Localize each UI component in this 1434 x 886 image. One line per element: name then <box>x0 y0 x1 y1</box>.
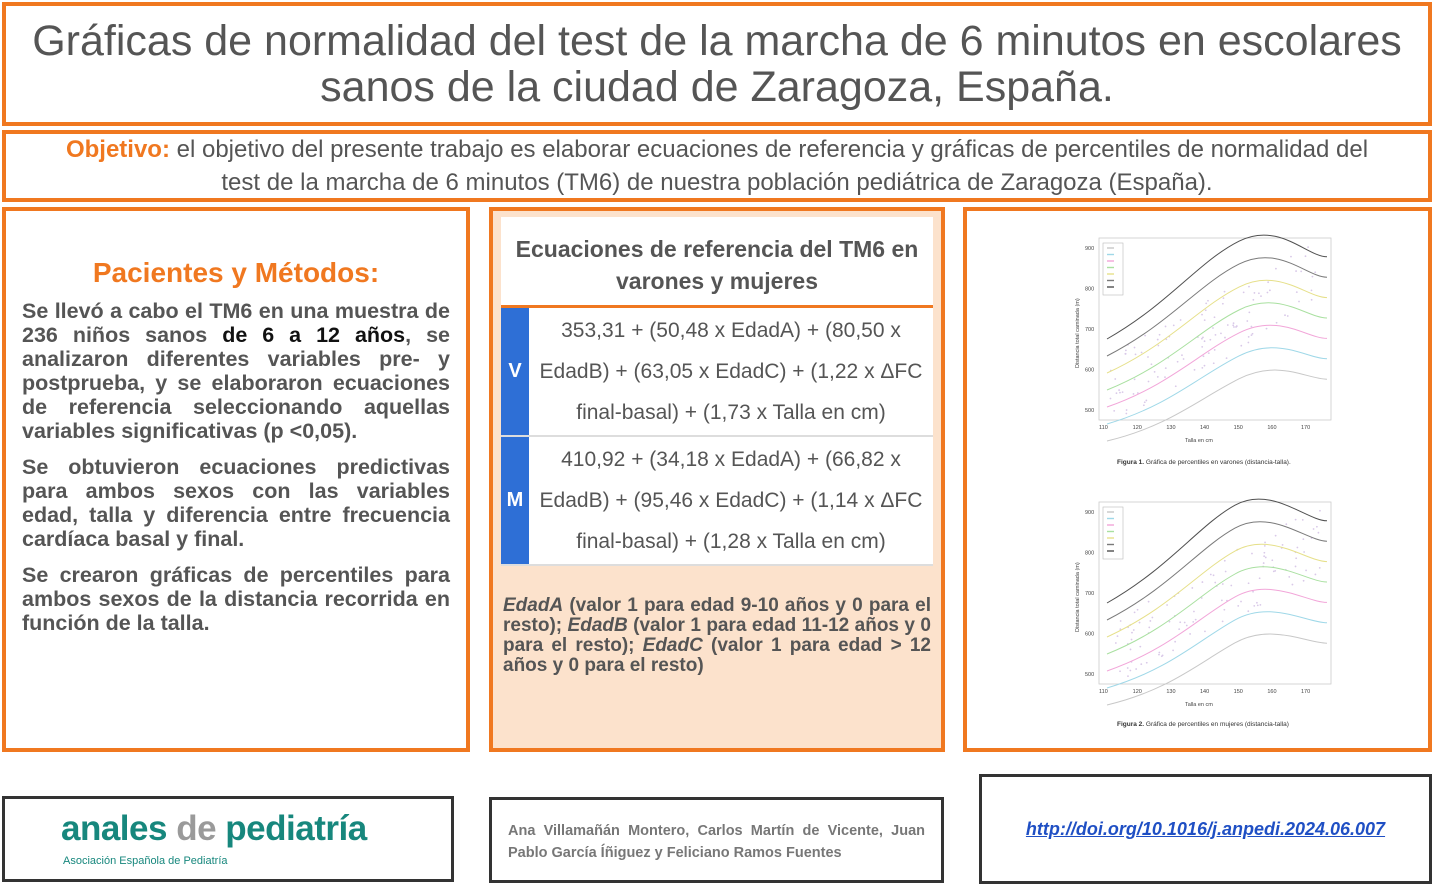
data-point <box>1282 544 1284 546</box>
data-point <box>1224 337 1226 339</box>
x-tick-label: 160 <box>1267 689 1277 695</box>
data-point <box>1233 326 1235 328</box>
data-point <box>1175 385 1177 387</box>
data-point <box>1154 371 1156 373</box>
data-point <box>1271 559 1273 561</box>
equations-title: Ecuaciones de referencia del TM6 en varones y mujeres <box>501 217 933 308</box>
data-point <box>1275 268 1277 270</box>
data-point <box>1148 601 1150 603</box>
data-point <box>1157 345 1159 347</box>
data-point <box>1174 641 1176 643</box>
data-point <box>1230 585 1232 587</box>
data-point <box>1248 286 1250 288</box>
data-point <box>1204 340 1206 342</box>
data-point <box>1319 510 1321 512</box>
equation-text: 353,31 + (50,48 x EdadA) + (80,50 x EdadB) + (63,05 x EdadC) + (1,22 x ΔFC final-basal) + (1,73 x Talla en cm) <box>539 319 923 424</box>
equation-row-varones <box>501 308 933 437</box>
x-tick-label: 170 <box>1301 425 1311 431</box>
data-point <box>1209 339 1211 341</box>
data-point <box>1214 582 1216 584</box>
data-point <box>1232 324 1234 326</box>
x-tick-label: 140 <box>1200 425 1210 431</box>
data-point <box>1313 528 1315 530</box>
y-tick-label: 600 <box>1085 631 1095 638</box>
data-point <box>1212 327 1214 329</box>
data-point <box>1135 668 1137 670</box>
data-point <box>1300 270 1302 272</box>
data-point <box>1189 633 1191 635</box>
data-point <box>1295 270 1297 272</box>
data-point <box>1135 353 1137 355</box>
caption-label: Figura 2. <box>1117 721 1145 728</box>
data-point <box>1248 311 1250 313</box>
data-point <box>1257 604 1259 606</box>
data-point <box>1129 670 1131 672</box>
data-point <box>1179 621 1181 623</box>
data-point <box>1302 519 1304 521</box>
data-point <box>1139 646 1141 648</box>
data-point <box>1319 567 1321 569</box>
data-point <box>1287 315 1289 317</box>
data-point <box>1119 670 1121 672</box>
data-point <box>1192 621 1194 623</box>
data-point <box>1110 398 1112 400</box>
x-tick-label: 160 <box>1267 425 1277 431</box>
y-tick-label: 900 <box>1085 246 1095 252</box>
data-point <box>1295 557 1297 559</box>
data-point <box>1143 404 1145 406</box>
data-point <box>1247 342 1249 344</box>
data-point <box>1180 319 1182 321</box>
journal-subtitle: Asociación Española de Pediatría <box>63 855 228 867</box>
data-point <box>1134 347 1136 349</box>
data-point <box>1303 551 1305 553</box>
data-point <box>1224 560 1226 562</box>
data-point <box>1137 609 1139 611</box>
objective-text <box>6 133 1428 199</box>
authors-panel <box>489 797 944 883</box>
methods-p1-start: Se llevó a cabo el TM6 en una muestra de 236 niños sanos <box>22 299 450 347</box>
data-point <box>1127 667 1129 669</box>
data-point <box>1205 309 1207 311</box>
data-point <box>1130 649 1132 651</box>
percentile-chart-mujeres <box>1067 497 1337 712</box>
note-text-b: (valor 1 para edad 11-12 años y 0 para el resto); <box>503 615 931 656</box>
data-point <box>1159 334 1161 336</box>
y-tick-label: 500 <box>1085 408 1095 414</box>
x-axis-label: Talla en cm <box>1185 702 1213 708</box>
data-point <box>1222 621 1224 623</box>
data-point <box>1260 295 1262 297</box>
note-text-a: (valor 1 para edad 9-10 años y 0 para el resto); <box>503 595 931 636</box>
data-point <box>1254 292 1256 294</box>
y-tick-label: 900 <box>1085 510 1095 516</box>
data-point <box>1177 361 1179 363</box>
data-point <box>1307 246 1309 248</box>
data-point <box>1201 581 1203 583</box>
data-point <box>1181 354 1183 356</box>
data-point <box>1264 542 1266 544</box>
data-point <box>1158 652 1160 654</box>
data-point <box>1225 571 1227 573</box>
note-text-c: (valor 1 para edad > 12 años y 0 para el resto) <box>503 635 931 676</box>
data-point <box>1116 392 1118 394</box>
data-point <box>1131 639 1133 641</box>
data-point <box>1285 523 1287 525</box>
data-point <box>1243 291 1245 293</box>
data-point <box>1240 345 1242 347</box>
methods-heading: Pacientes y Métodos: <box>92 257 380 288</box>
data-point <box>1126 409 1128 411</box>
data-point <box>1213 574 1215 576</box>
data-point <box>1194 369 1196 371</box>
poster-title: Gráficas de normalidad del test de la marcha de 6 minutos en escolares sanos de la ciudad de Zaragoza, España. <box>32 17 1402 111</box>
data-point <box>1214 316 1216 318</box>
y-tick-label: 800 <box>1085 286 1095 293</box>
data-point <box>1256 602 1258 604</box>
data-point <box>1237 605 1239 607</box>
caption-text: Gráfica de percentiles en mujeres (distancia-talla) <box>1144 721 1289 728</box>
data-point <box>1227 324 1229 326</box>
data-point <box>1263 552 1265 554</box>
data-point <box>1314 271 1316 273</box>
data-point <box>1259 577 1261 579</box>
equations-table <box>501 217 933 566</box>
x-tick-label: 120 <box>1132 689 1142 695</box>
data-point <box>1318 532 1320 534</box>
objective-body: el objetivo del presente trabajo es elaborar ecuaciones de referencia y gráficas de percentiles de normalidad del test de la marcha de 6 minutos (TM6) de nuestra población pediátrica de Zaragoza (España). <box>169 136 1369 196</box>
data-point <box>1113 410 1115 412</box>
data-point <box>1248 582 1250 584</box>
data-point <box>1311 289 1313 291</box>
data-point <box>1144 401 1146 403</box>
logo-word-pediatria: pediatría <box>216 809 367 848</box>
percentile-chart-varones <box>1067 233 1337 448</box>
logo-word-anales: anales <box>61 809 177 848</box>
data-point <box>1303 580 1305 582</box>
data-point <box>1246 320 1248 322</box>
data-point <box>1259 604 1261 606</box>
equation-text: 410,92 + (34,18 x EdadA) + (66,82 x EdadB) + (95,46 x EdadC) + (1,14 x ΔFC final-basal) + (1,28 x Talla en cm) <box>539 448 923 553</box>
data-point <box>1165 367 1167 369</box>
data-point <box>1269 289 1271 291</box>
data-point <box>1267 292 1269 294</box>
data-point <box>1141 352 1143 354</box>
data-point <box>1267 281 1269 283</box>
data-point <box>1252 299 1254 301</box>
data-point <box>1140 663 1142 665</box>
data-point <box>1253 605 1255 607</box>
y-tick-label: 700 <box>1085 591 1095 597</box>
data-point <box>1201 346 1203 348</box>
note-term-a: EdadA <box>503 595 564 616</box>
figure-mujeres <box>1067 497 1337 728</box>
data-point <box>1274 570 1276 572</box>
data-point <box>1284 314 1286 316</box>
data-point <box>1305 255 1307 257</box>
data-point <box>1222 583 1224 585</box>
title-panel <box>2 2 1432 126</box>
data-point <box>1295 519 1297 521</box>
data-point <box>1119 392 1121 394</box>
note-term-b: EdadB <box>567 615 628 636</box>
equations-note <box>501 566 933 676</box>
data-point <box>1251 326 1253 328</box>
data-point <box>1296 291 1298 293</box>
data-point <box>1263 562 1265 564</box>
data-point <box>1302 538 1304 540</box>
data-point <box>1172 649 1174 651</box>
y-axis-label: Distancia total caminada (m) <box>1075 562 1081 632</box>
data-point <box>1312 276 1314 278</box>
data-point <box>1207 300 1209 302</box>
data-point <box>1205 302 1207 304</box>
data-point <box>1125 413 1127 415</box>
data-point <box>1134 612 1136 614</box>
journal-logo-panel <box>2 796 454 882</box>
data-point <box>1213 362 1215 364</box>
data-point <box>1298 301 1300 303</box>
data-point <box>1295 566 1297 568</box>
x-tick-label: 130 <box>1166 425 1176 431</box>
data-point <box>1151 617 1153 619</box>
data-point <box>1122 391 1124 393</box>
data-point <box>1265 557 1267 559</box>
data-point <box>1296 547 1298 549</box>
data-point <box>1146 662 1148 664</box>
x-tick-label: 170 <box>1301 689 1311 695</box>
data-point <box>1195 619 1197 621</box>
data-point <box>1221 599 1223 601</box>
x-tick-label: 150 <box>1233 689 1243 695</box>
data-point <box>1147 356 1149 358</box>
data-point <box>1201 338 1203 340</box>
data-point <box>1235 326 1237 328</box>
data-point <box>1201 314 1203 316</box>
data-point <box>1264 545 1266 547</box>
methods-p1-age: de 6 a 12 años <box>222 323 406 347</box>
data-point <box>1223 609 1225 611</box>
data-point <box>1124 353 1126 355</box>
methods-p1-end: , se analizaron diferentes variables pre- y postprueba, y se elaboraron ecuaciones de referencia seleccionando aquellas variables significativas (p <0,05). <box>22 323 450 443</box>
data-point <box>1157 376 1159 378</box>
y-axis-label: Distancia total caminada (m) <box>1075 298 1081 368</box>
data-point <box>1193 611 1195 613</box>
data-point <box>1288 576 1290 578</box>
data-point <box>1115 642 1117 644</box>
data-point <box>1220 333 1222 335</box>
data-point <box>1223 297 1225 299</box>
equation-tag: M <box>501 437 529 564</box>
methods-panel <box>2 207 470 752</box>
y-tick-label: 600 <box>1085 367 1095 374</box>
data-point <box>1222 303 1224 305</box>
data-point <box>1203 355 1205 357</box>
figure-caption <box>1117 721 1289 728</box>
data-point <box>1117 635 1119 637</box>
data-point <box>1226 357 1228 359</box>
data-point <box>1114 378 1116 380</box>
data-point <box>1191 587 1193 589</box>
data-point <box>1248 336 1250 338</box>
note-term-c: EdadC <box>642 635 703 656</box>
data-point <box>1305 570 1307 572</box>
data-point <box>1276 322 1278 324</box>
data-point <box>1292 584 1294 586</box>
data-point <box>1233 322 1235 324</box>
data-point <box>1148 381 1150 383</box>
plot-area <box>1099 502 1331 684</box>
data-point <box>1139 622 1141 624</box>
data-point <box>1290 256 1292 258</box>
data-point <box>1164 376 1166 378</box>
data-point <box>1214 349 1216 351</box>
data-point <box>1240 601 1242 603</box>
data-point <box>1157 339 1159 341</box>
data-point <box>1263 555 1265 557</box>
methods-paragraph-1 <box>22 299 450 443</box>
y-tick-label: 800 <box>1085 550 1095 557</box>
x-axis-label: Talla en cm <box>1185 438 1213 444</box>
logo-word-de: de <box>176 809 217 848</box>
data-point <box>1316 526 1318 528</box>
data-point <box>1186 625 1188 627</box>
data-point <box>1208 352 1210 354</box>
data-point <box>1166 604 1168 606</box>
data-point <box>1252 591 1254 593</box>
data-point <box>1161 655 1163 657</box>
methods-paragraph-3: Se crearon gráficas de percentiles para ambos sexos de la distancia recorrida en función de la talla. <box>22 563 450 635</box>
data-point <box>1275 535 1277 537</box>
y-tick-label: 700 <box>1085 327 1095 333</box>
data-point <box>1204 630 1206 632</box>
data-point <box>1133 393 1135 395</box>
data-point <box>1118 389 1120 391</box>
x-tick-label: 140 <box>1200 689 1210 695</box>
doi-panel <box>979 774 1432 884</box>
methods-paragraph-2: Se obtuvieron ecuaciones predictivas para ambos sexos con las variables edad, talla y diferencia entre frecuencia cardíaca basal y final. <box>22 455 450 551</box>
data-point <box>1204 365 1206 367</box>
x-tick-label: 130 <box>1166 689 1176 695</box>
data-point <box>1224 291 1226 293</box>
data-point <box>1173 324 1175 326</box>
data-point <box>1149 620 1151 622</box>
y-tick-label: 500 <box>1085 672 1095 678</box>
x-tick-label: 120 <box>1132 425 1142 431</box>
x-tick-label: 110 <box>1099 425 1108 431</box>
figure-caption <box>1117 459 1291 466</box>
objective-label: Objetivo: <box>65 136 170 163</box>
authors-text: Ana Villamañán Montero, Carlos Martín de Vicente, Juan Pablo García Íñiguez y Feliciano Ramos Fuentes <box>508 823 925 861</box>
data-point <box>1252 333 1254 335</box>
caption-text: Gráfica de percentiles en varones (distancia-talla). <box>1144 459 1291 466</box>
data-point <box>1315 574 1317 576</box>
data-point <box>1266 328 1268 330</box>
data-point <box>1127 675 1129 677</box>
data-point <box>1144 335 1146 337</box>
caption-label: Figura 1. <box>1117 459 1145 466</box>
data-point <box>1311 299 1313 301</box>
data-point <box>1131 632 1133 634</box>
equation-tag: V <box>501 308 529 435</box>
data-point <box>1151 363 1153 365</box>
x-tick-label: 110 <box>1099 689 1108 695</box>
data-point <box>1251 553 1253 555</box>
doi-link[interactable]: http://doi.org/10.1016/j.anpedi.2024.06.007 <box>1025 818 1386 839</box>
data-point <box>1258 292 1260 294</box>
data-point <box>1133 629 1135 631</box>
equation-row-mujeres <box>501 437 933 566</box>
data-point <box>1120 620 1122 622</box>
data-point <box>1178 628 1180 630</box>
x-tick-label: 150 <box>1233 425 1243 431</box>
data-point <box>1125 349 1127 351</box>
data-point <box>1145 400 1147 402</box>
equations-panel <box>489 207 945 752</box>
data-point <box>1215 334 1217 336</box>
data-point <box>1184 622 1186 624</box>
data-point <box>1201 367 1203 369</box>
data-point <box>1210 574 1212 576</box>
journal-logo <box>61 809 367 849</box>
figures-panel <box>963 207 1432 752</box>
objective-panel <box>2 130 1432 202</box>
data-point <box>1183 358 1185 360</box>
data-point <box>1134 378 1136 380</box>
data-point <box>1247 610 1249 612</box>
figure-varones <box>1067 233 1337 466</box>
data-point <box>1158 654 1160 656</box>
data-point <box>1148 627 1150 629</box>
data-point <box>1165 326 1167 328</box>
data-point <box>1204 319 1206 321</box>
